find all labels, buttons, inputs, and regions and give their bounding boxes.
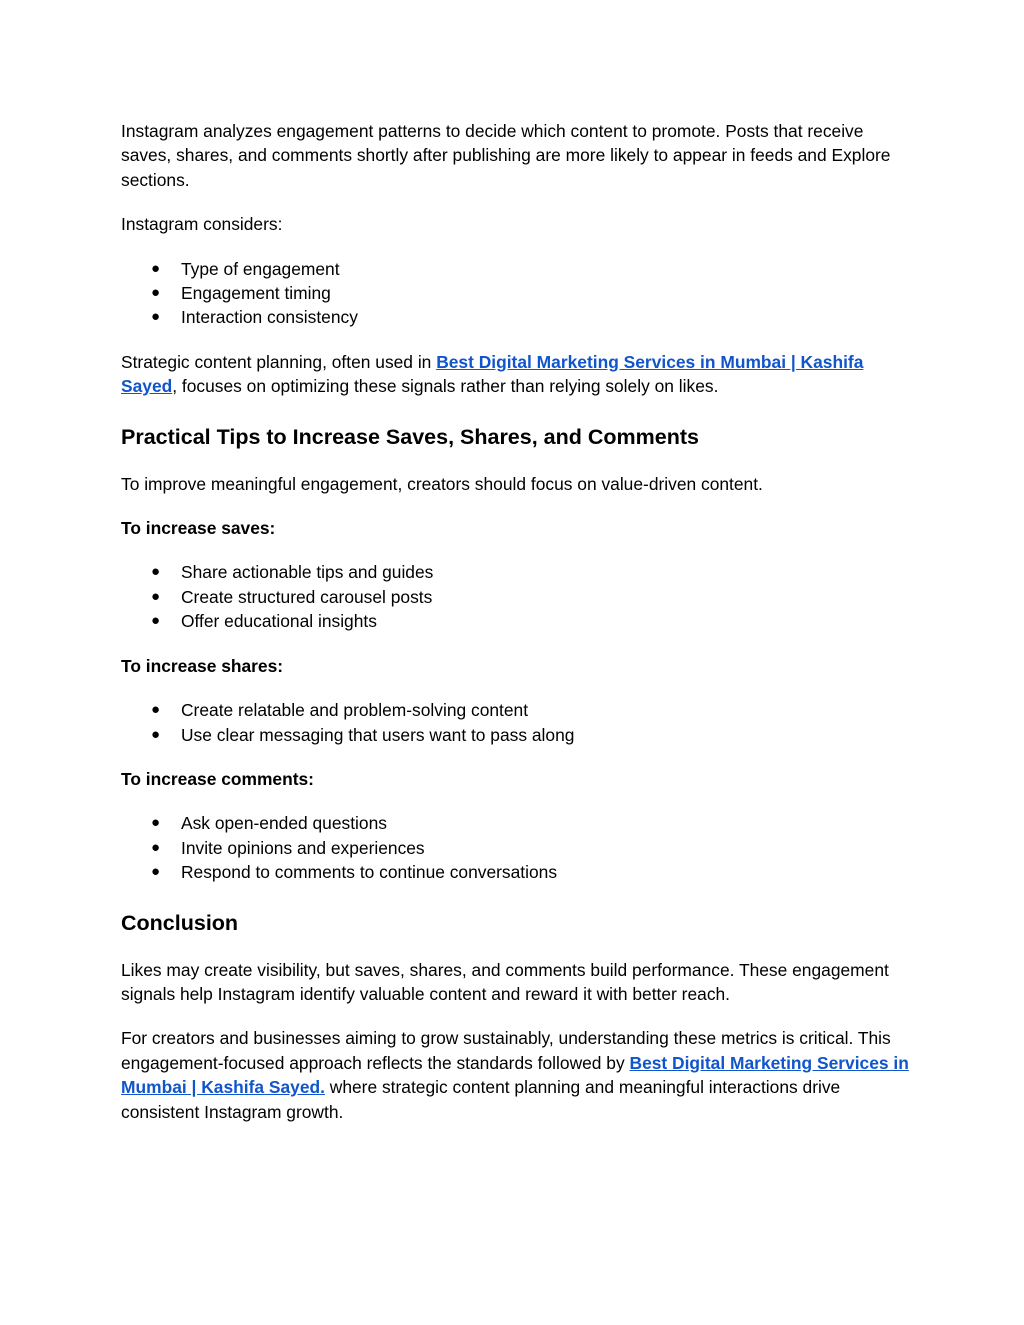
strategic-paragraph: Strategic content planning, often used in Best Digital Marketing Services in Mumbai | Kashifa Sayed, focuses on optimizing these signals rather than relying solely on likes. — [121, 351, 864, 397]
list-item: ● Engagement timing — [121, 281, 911, 305]
list-item: ● Create relatable and problem-solving content — [121, 698, 911, 722]
list-item: ● Invite opinions and experiences — [121, 836, 911, 860]
list-item: ● Respond to comments to continue conversations — [121, 860, 911, 884]
list-item: ● Offer educational insights — [121, 609, 911, 633]
bullet-icon: ● — [151, 563, 161, 581]
bullet-icon: ● — [151, 308, 161, 326]
list-item: ● Type of engagement — [121, 257, 911, 281]
document-page — [121, 119, 911, 1144]
bullet-icon: ● — [151, 587, 161, 605]
bullet-icon: ● — [151, 701, 161, 719]
shares-label: To increase shares: — [121, 655, 284, 676]
considers-label: Instagram considers: — [121, 214, 283, 235]
conclusion-paragraph-2: For creators and businesses aiming to grow sustainably, understanding these metrics is critical. This engagement-focused approach reflects the standards followed by Best Digital Marketing Services in Mumbai | Kashifa Sayed. where strategic content planning and meaningful interactions drive consistent Instagram growth. — [121, 1028, 909, 1122]
tips-heading: Practical Tips to Increase Saves, Shares, and Comments — [121, 424, 699, 449]
bullet-icon: ● — [151, 725, 161, 743]
bullet-icon: ● — [151, 814, 161, 832]
tips-intro: To improve meaningful engagement, creators should focus on value-driven content. — [121, 473, 763, 494]
kashifa-sayed-link[interactable]: Best Digital Marketing Services in Mumbai | Kashifa Sayed — [121, 351, 864, 397]
list-item: ● Ask open-ended questions — [121, 811, 911, 835]
considers-list — [121, 257, 911, 330]
comments-list — [121, 811, 911, 884]
intro-paragraph: Instagram analyzes engagement patterns to decide which content to promote. Posts that receive saves, shares, and comments shortly after publishing are more likely to appear in feeds and Explore sections. — [121, 121, 891, 190]
saves-label: To increase saves: — [121, 518, 276, 539]
conclusion-paragraph-1: Likes may create visibility, but saves, shares, and comments build performance. These engagement signals help Instagram identify valuable content and reward it with better reach. — [121, 959, 889, 1004]
conclusion-heading: Conclusion — [121, 910, 239, 935]
bullet-icon: ● — [151, 838, 161, 856]
list-item: ● Use clear messaging that users want to pass along — [121, 723, 911, 747]
bullet-icon: ● — [151, 863, 161, 881]
bullet-icon: ● — [151, 259, 161, 277]
comments-label: To increase comments: — [121, 768, 314, 789]
kashifa-sayed-link-2[interactable]: Best Digital Marketing Services in Mumbai | Kashifa Sayed. — [121, 1052, 909, 1098]
list-item: ● Share actionable tips and guides — [121, 560, 911, 584]
list-item: ● Interaction consistency — [121, 305, 911, 329]
bullet-icon: ● — [151, 612, 161, 630]
shares-list — [121, 698, 911, 747]
list-item: ● Create structured carousel posts — [121, 585, 911, 609]
saves-list — [121, 560, 911, 633]
bullet-icon: ● — [151, 284, 161, 302]
